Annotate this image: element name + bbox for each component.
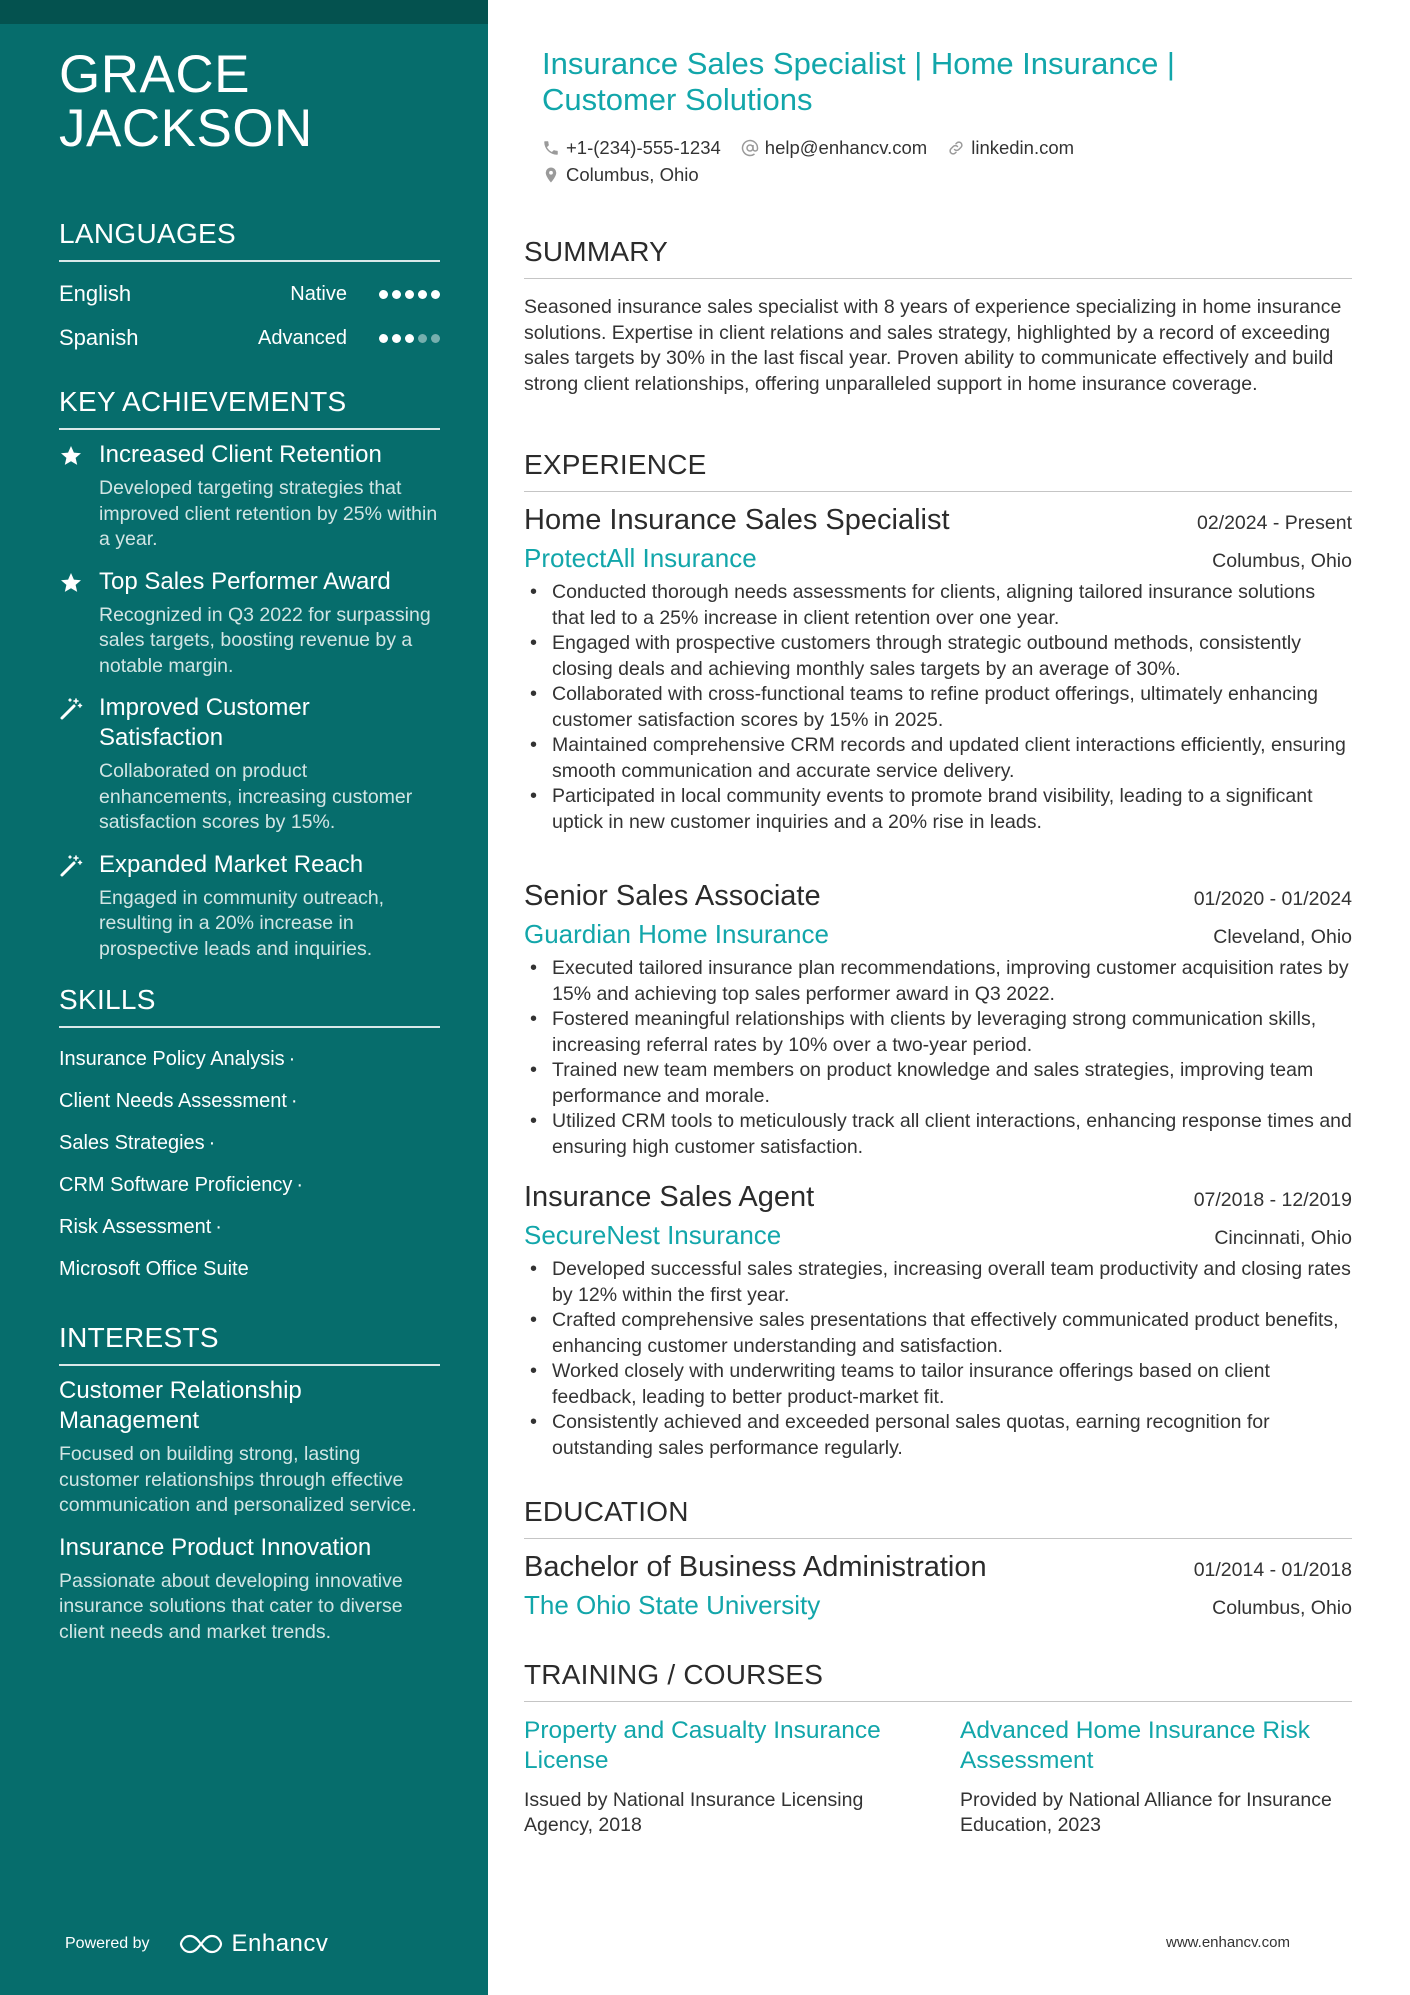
interest-description: Focused on building strong, lasting customer relationships through effective communication and personalized service. — [59, 1443, 417, 1516]
achievement-description: Developed targeting strategies that improved client retention by 25% within a year. — [99, 477, 438, 550]
job-company: ProtectAll Insurance — [524, 543, 757, 573]
experience-heading: EXPERIENCE — [524, 449, 1352, 492]
course-description: Provided by National Alliance for Insurance Education, 2023 — [960, 1789, 1332, 1836]
job-location: Columbus, Ohio — [1212, 550, 1352, 572]
job-bullet: • Participated in local community events to promote brand visibility, leading to a significant uptick in new customer inquiries and a 20% rise in leads. — [524, 784, 1352, 835]
at-sign-icon — [741, 139, 759, 157]
job-dates: 07/2018 - 12/2019 — [1193, 1189, 1352, 1211]
job-bullet: • Executed tailored insurance plan recommendations, improving customer acquisition rates by 15% and achieving top sales performer award in Q3 2022. — [524, 956, 1352, 1007]
skill-label: Sales Strategies — [59, 1132, 205, 1154]
sidebar-top-bar — [0, 0, 488, 24]
language-row — [59, 272, 440, 316]
location-contact — [542, 164, 699, 186]
skill-separator: · — [296, 1174, 304, 1196]
achievement-description: Engaged in community outreach, resulting in a 20% increase in prospective leads and inquiries. — [99, 886, 385, 960]
phone-icon — [542, 139, 560, 157]
location-pin-icon — [542, 166, 560, 184]
interests-section — [59, 1322, 440, 1645]
proficiency-dot — [392, 334, 401, 343]
interest-item — [59, 1376, 440, 1519]
linkedin-contact[interactable] — [947, 137, 1074, 159]
job-bullet: • Conducted thorough needs assessments for clients, aligning tailored insurance solutions that led to a 25% increase in client retention over one year. — [524, 580, 1352, 631]
achievement-description: Collaborated on product enhancements, increasing customer satisfaction scores by 15%. — [99, 760, 413, 833]
language-level: Advanced — [258, 326, 347, 349]
job-location: Cincinnati, Ohio — [1214, 1227, 1352, 1249]
proficiency-dots — [379, 290, 440, 299]
proficiency-dot — [431, 334, 440, 343]
phone-contact[interactable] — [542, 137, 721, 159]
school-name: The Ohio State University — [524, 1590, 821, 1620]
job-title: Senior Sales Associate — [524, 880, 821, 912]
course-item — [524, 1716, 914, 1838]
email-text: help@enhancv.com — [764, 136, 928, 158]
skill-item — [59, 1164, 440, 1206]
achievement-item — [59, 693, 440, 836]
language-row — [59, 316, 440, 360]
job-entry — [524, 1181, 1352, 1461]
proficiency-dot — [392, 290, 401, 299]
proficiency-dot — [405, 334, 414, 343]
education-dates: 01/2014 - 01/2018 — [1193, 1559, 1352, 1581]
interest-title: Customer Relationship Management — [59, 1377, 302, 1434]
job-bullet: • Consistently achieved and exceeded personal sales quotas, earning recognition for outstanding sales performance regularly. — [524, 1410, 1352, 1461]
link-icon — [947, 139, 965, 157]
star-icon — [59, 440, 99, 553]
magic-wand-icon — [59, 693, 99, 836]
name-line-2: JACKSON — [59, 99, 313, 158]
job-entry — [524, 504, 1352, 835]
job-bullet: • Worked closely with underwriting teams to tailor insurance offerings based on client feedback, leading to better product-market fit. — [524, 1359, 1352, 1410]
location-text: Columbus, Ohio — [566, 163, 699, 185]
achievement-item — [59, 567, 440, 680]
job-bullet: • Utilized CRM tools to meticulously track all client interactions, enhancing response times and ensuring high customer satisfaction. — [524, 1109, 1352, 1160]
training-list — [524, 1716, 1352, 1838]
achievements-heading: KEY ACHIEVEMENTS — [59, 386, 440, 430]
name-line-1: GRACE — [59, 45, 250, 104]
interest-title: Insurance Product Innovation — [59, 1533, 372, 1561]
headline: Insurance Sales Specialist | Home Insurance | Customer Solutions — [542, 46, 1175, 117]
job-bullet: • Fostered meaningful relationships with clients by leveraging strong communication skills, increasing referral rates by 10% over a two-year period. — [524, 1007, 1352, 1058]
powered-by-label: Powered by — [65, 1935, 150, 1952]
skills-heading: SKILLS — [59, 984, 440, 1028]
job-dates: 02/2024 - Present — [1196, 512, 1352, 534]
skill-label: Insurance Policy Analysis — [59, 1048, 285, 1070]
proficiency-dots — [379, 334, 440, 343]
phone-text: +1-(234)-555-1234 — [566, 136, 721, 158]
interest-item — [59, 1533, 440, 1646]
job-bullet: • Crafted comprehensive sales presentations that effectively communicated product benefits, enhancing customer understanding and satisfaction. — [524, 1308, 1352, 1359]
languages-heading: LANGUAGES — [59, 218, 440, 262]
brand-name: Enhancv — [231, 1930, 329, 1957]
job-entry — [524, 880, 1352, 1160]
job-title: Home Insurance Sales Specialist — [524, 504, 950, 536]
training-heading: TRAINING / COURSES — [524, 1659, 1352, 1702]
skill-item — [59, 1080, 440, 1122]
skill-separator: · — [290, 1090, 298, 1112]
degree-title: Bachelor of Business Administration — [524, 1551, 987, 1583]
job-bullet: • Trained new team members on product knowledge and sales strategies, improving team performance and morale. — [524, 1058, 1352, 1109]
interests-heading: INTERESTS — [59, 1322, 440, 1366]
job-location: Cleveland, Ohio — [1213, 926, 1352, 948]
education-entry — [524, 1551, 1352, 1621]
languages-section — [59, 218, 440, 360]
skill-item — [59, 1248, 440, 1290]
achievement-title: Expanded Market Reach — [99, 850, 364, 878]
achievement-title: Improved Customer Satisfaction — [99, 694, 310, 751]
skill-label: Microsoft Office Suite — [59, 1258, 249, 1280]
summary-heading: SUMMARY — [524, 236, 1352, 279]
achievement-title: Increased Client Retention — [99, 441, 382, 468]
job-company: SecureNest Insurance — [524, 1220, 782, 1250]
proficiency-dot — [379, 290, 388, 299]
proficiency-dot — [431, 290, 440, 299]
proficiency-dot — [405, 290, 414, 299]
education-location: Columbus, Ohio — [1212, 1597, 1352, 1619]
skill-separator: · — [215, 1216, 222, 1238]
footer-url[interactable]: www.enhancv.com — [1166, 1934, 1290, 1951]
proficiency-dot — [418, 334, 427, 343]
proficiency-dot — [418, 290, 427, 299]
course-title: Property and Casualty Insurance License — [524, 1717, 881, 1774]
course-item — [960, 1716, 1350, 1838]
enhancv-logo[interactable] — [178, 1930, 329, 1958]
achievement-item — [59, 440, 440, 553]
job-bullet: • Engaged with prospective customers through strategic outbound methods, consistently closing deals and achieving monthly sales targets by an average of 30%. — [524, 631, 1352, 682]
job-bullet: • Collaborated with cross-functional teams to refine product offerings, ultimately enhancing customer satisfaction scores by 15% in 2025. — [524, 682, 1352, 733]
skill-label: Client Needs Assessment — [59, 1090, 287, 1112]
achievements-section — [59, 386, 440, 962]
enhancv-logo-icon — [178, 1932, 224, 1956]
linkedin-text: linkedin.com — [971, 136, 1075, 158]
interest-description: Passionate about developing innovative insurance solutions that cater to diverse client needs and market trends. — [59, 1569, 403, 1643]
language-level: Native — [290, 282, 347, 305]
job-bullet: • Maintained comprehensive CRM records and updated client interactions efficiently, ensuring smooth communication and accurate service delivery. — [524, 733, 1352, 784]
sidebar — [0, 0, 488, 1995]
language-name: Spanish — [59, 325, 139, 350]
star-icon — [59, 567, 99, 680]
achievement-description: Recognized in Q3 2022 for surpassing sales targets, boosting revenue by a notable margin. — [99, 603, 431, 677]
skills-section — [59, 984, 440, 1290]
achievement-title: Top Sales Performer Award — [99, 567, 391, 595]
job-company: Guardian Home Insurance — [524, 919, 829, 949]
powered-by — [65, 1930, 328, 1958]
candidate-name — [59, 45, 440, 158]
skill-label: Risk Assessment — [59, 1216, 212, 1238]
job-dates: 01/2020 - 01/2024 — [1193, 888, 1352, 910]
skill-separator: · — [288, 1048, 296, 1070]
job-title: Insurance Sales Agent — [524, 1181, 815, 1213]
education-heading: EDUCATION — [524, 1496, 1352, 1539]
job-bullets — [524, 580, 1352, 835]
skill-label: CRM Software Proficiency — [59, 1174, 293, 1196]
email-contact[interactable] — [741, 137, 927, 159]
summary-text: Seasoned insurance sales specialist with 8 years of experience specializing in home insurance solutions. Expertise in client relations and sales strategy, highlighted by a record of exceeding sales targets by 30% in the last fiscal year. Proven ability to communicate effectively and build strong client relationships, offering unparalleled support in home insurance coverage. — [524, 296, 1342, 395]
course-title: Advanced Home Insurance Risk Assessment — [960, 1717, 1310, 1774]
language-name: English — [59, 281, 132, 306]
magic-wand-icon — [59, 850, 99, 963]
skill-separator: · — [208, 1132, 216, 1154]
skill-item — [59, 1038, 440, 1080]
achievement-item — [59, 850, 440, 963]
contact-info — [542, 134, 1342, 188]
job-bullet: • Developed successful sales strategies, increasing overall team productivity and closing rates by 12% within the first year. — [524, 1257, 1352, 1308]
proficiency-dot — [379, 334, 388, 343]
job-bullets — [524, 1257, 1352, 1461]
skill-item — [59, 1122, 440, 1164]
skill-item — [59, 1206, 440, 1248]
course-description: Issued by National Insurance Licensing Agency, 2018 — [524, 1789, 864, 1836]
job-bullets — [524, 956, 1352, 1160]
